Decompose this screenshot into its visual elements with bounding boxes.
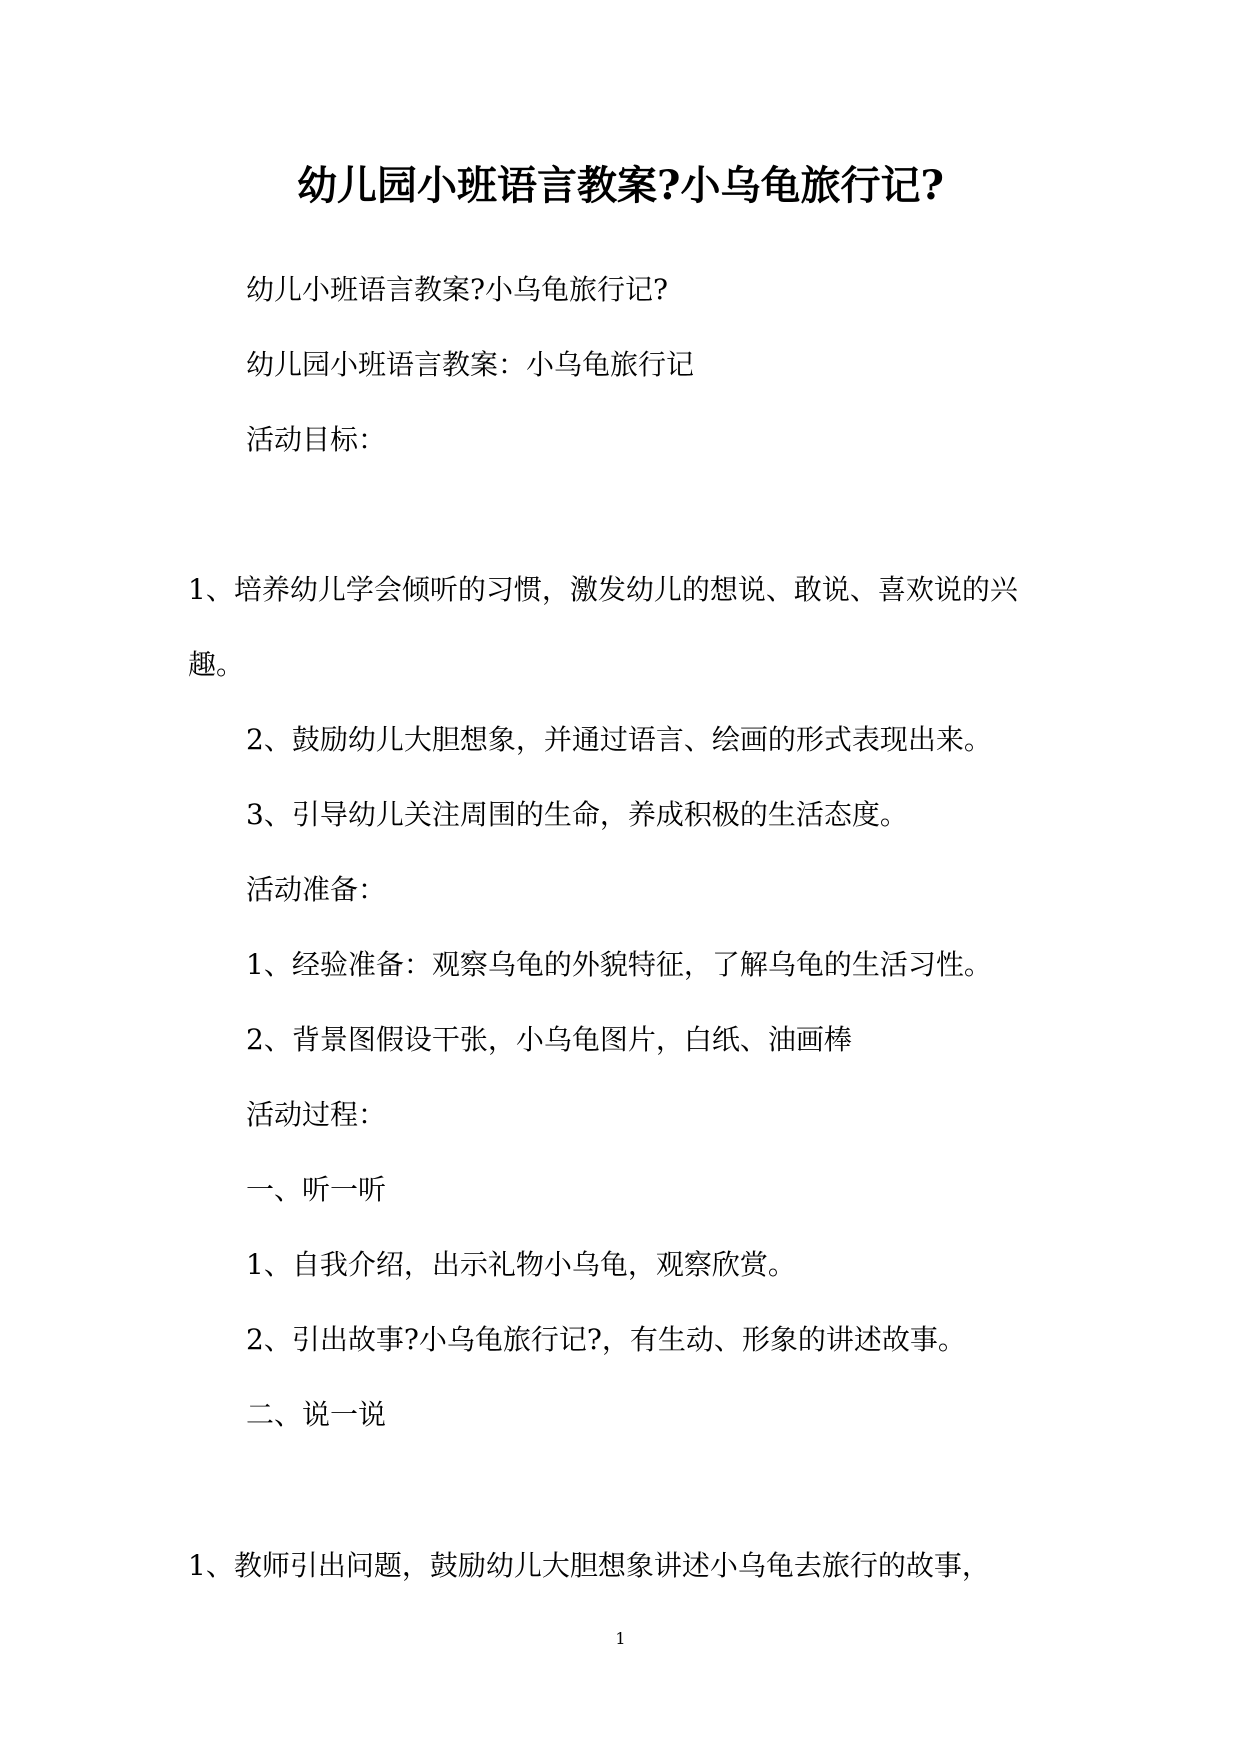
paragraph-line: 趣。 [188, 648, 245, 681]
paragraph-line: 幼儿园小班语言教案：小乌龟旅行记 [246, 348, 695, 381]
section-heading: 活动目标： [246, 423, 387, 456]
document-title: 幼儿园小班语言教案?小乌龟旅行记? [297, 162, 944, 209]
paragraph-line: 2、引出故事?小乌龟旅行记?，有生动、形象的讲述故事。 [246, 1323, 966, 1356]
paragraph-line: 1、教师引出问题，鼓励幼儿大胆想象讲述小乌龟去旅行的故事， [188, 1549, 990, 1582]
subsection-heading: 二、说一说 [246, 1398, 387, 1431]
paragraph-line: 2、鼓励幼儿大胆想象，并通过语言、绘画的形式表现出来。 [246, 723, 992, 756]
section-heading: 活动过程： [246, 1098, 387, 1131]
section-heading: 活动准备： [246, 873, 387, 906]
paragraph-line: 1、自我介绍，出示礼物小乌龟，观察欣赏。 [246, 1248, 796, 1281]
subsection-heading: 一、听一听 [246, 1173, 387, 1206]
paragraph-line: 1、经验准备：观察乌龟的外貌特征，了解乌龟的生活习性。 [246, 948, 992, 981]
page-number: 1 [615, 1629, 626, 1648]
paragraph-line: 2、背景图假设干张，小乌龟图片，白纸、油画棒 [246, 1023, 852, 1056]
paragraph-line: 3、引导幼儿关注周围的生命，养成积极的生活态度。 [246, 798, 908, 831]
paragraph-line: 1、培养幼儿学会倾听的习惯，激发幼儿的想说、敢说、喜欢说的兴 [188, 573, 1018, 606]
paragraph-line: 幼儿小班语言教案?小乌龟旅行记? [246, 273, 669, 306]
